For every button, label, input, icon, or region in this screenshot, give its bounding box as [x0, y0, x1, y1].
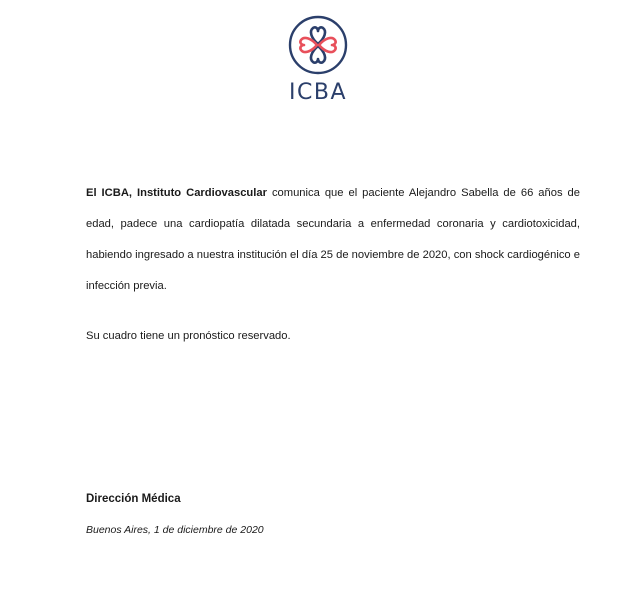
- statement-paragraph: [86, 178, 580, 302]
- institution-name: El ICBA, Instituto Cardiovascular: [86, 187, 267, 199]
- dateline: Buenos Aires, 1 de diciembre de 2020: [86, 524, 264, 536]
- statement-text: comunica que el paciente Alejandro Sabella de 66 años de edad, padece una cardiopatía dilatada secundaria a enfermedad coronaria y cardiotoxicidad, habiendo ingresado a nuestra institución el día 25 de noviembre de 2020, con shock cardiogénico e infección previa.: [86, 187, 580, 292]
- prognosis-text: Su cuadro tiene un pronóstico reservado.: [86, 330, 291, 342]
- brand-name: ICBA: [289, 80, 347, 105]
- signer-name: Dirección Médica: [86, 493, 181, 505]
- icba-logo: [268, 14, 368, 105]
- heart-cross-logo-icon: [287, 14, 349, 76]
